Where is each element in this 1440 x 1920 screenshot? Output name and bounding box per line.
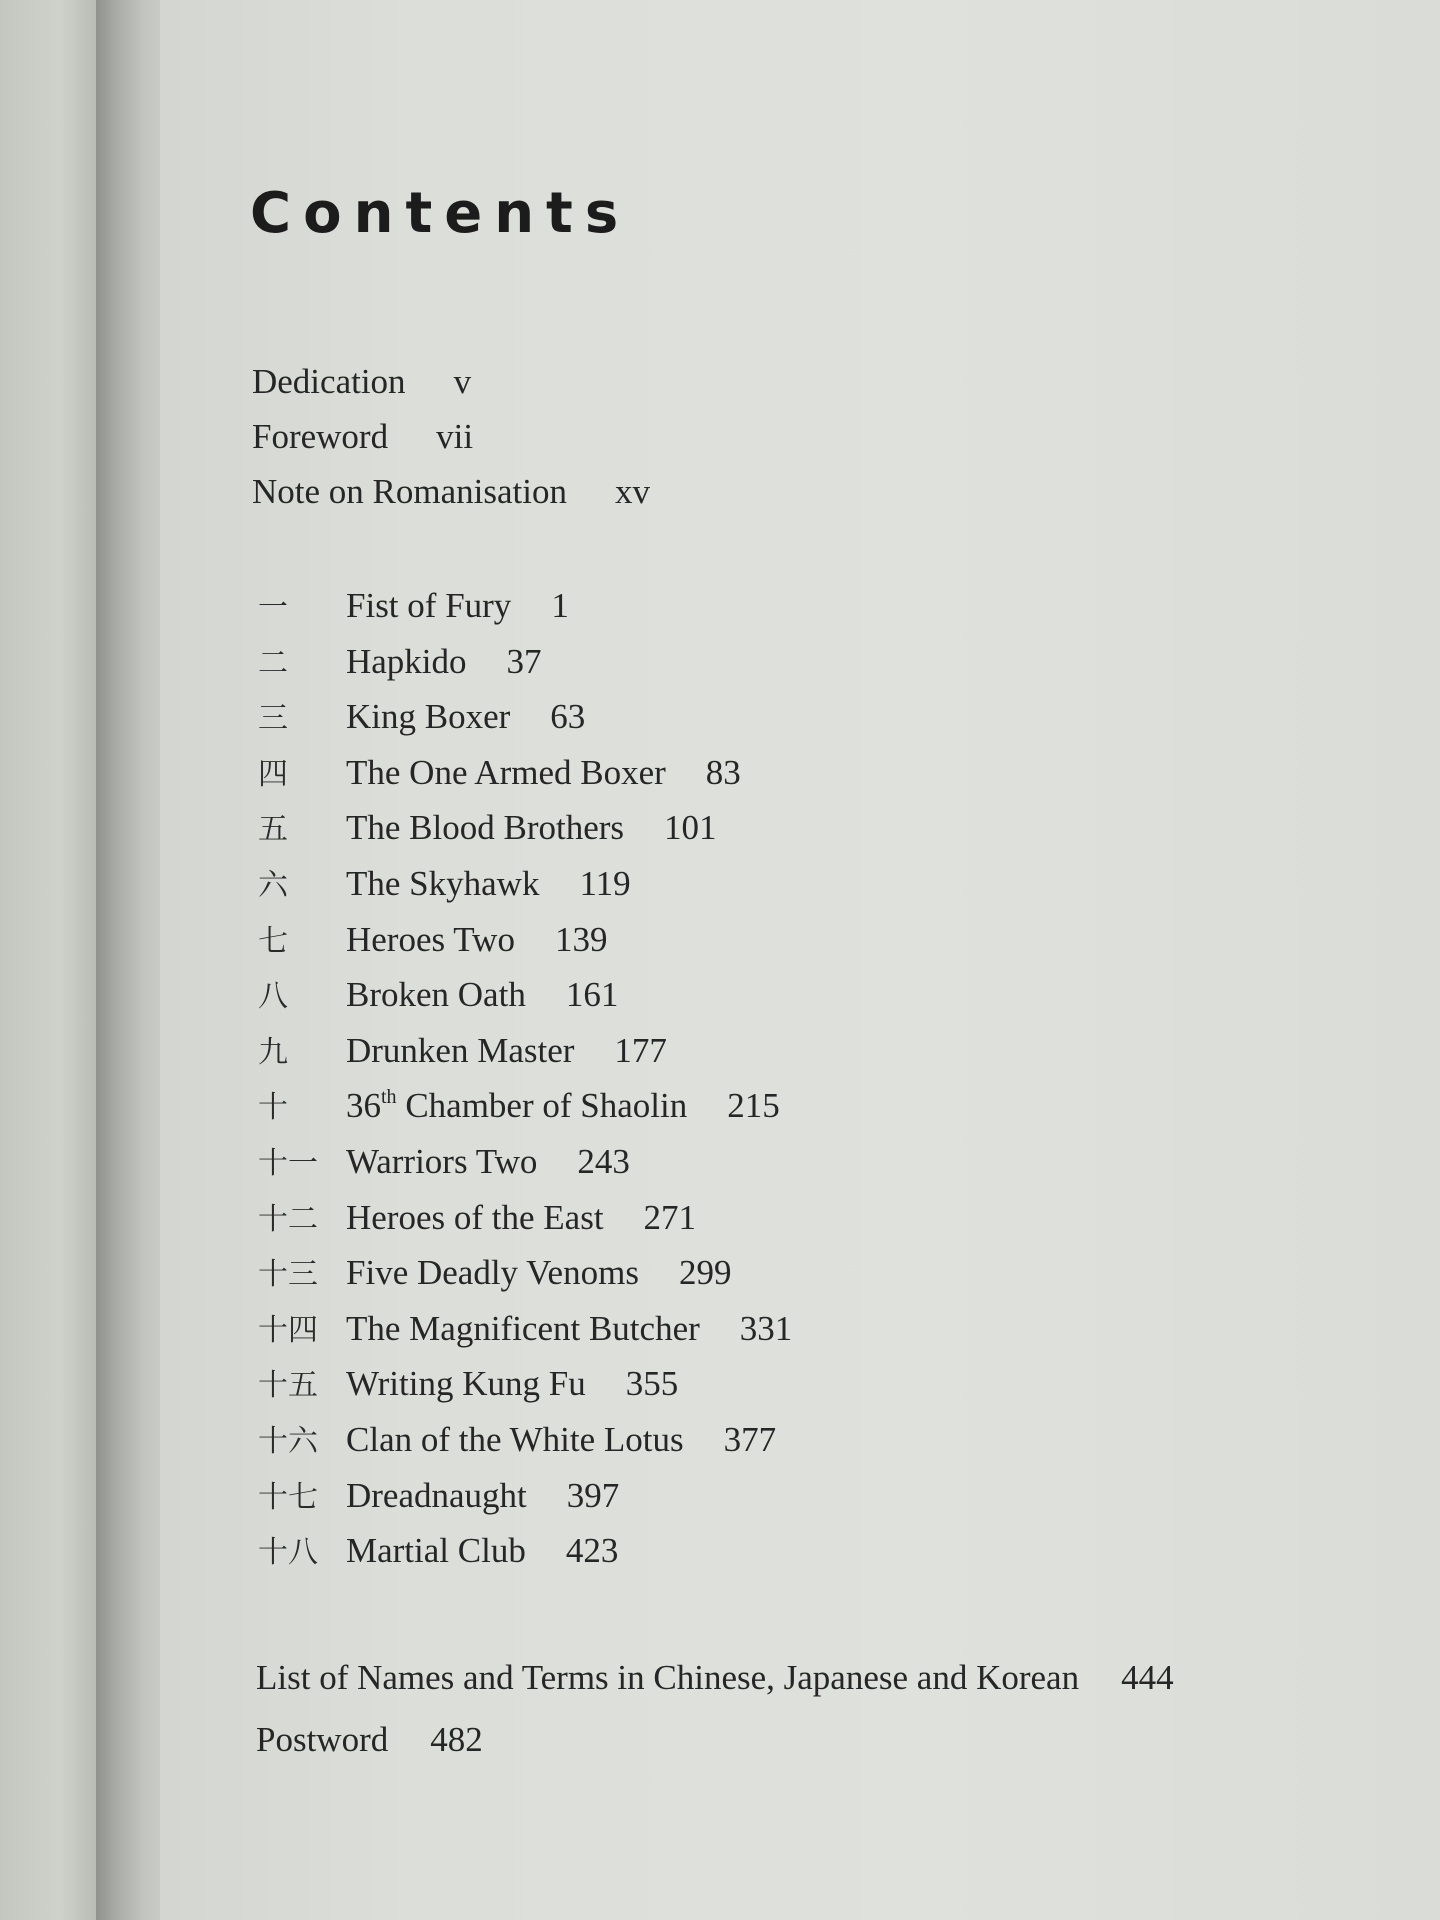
chapter-page: 161	[565, 975, 619, 1015]
chapter-entry	[258, 1308, 793, 1367]
chapter-entry	[258, 1533, 792, 1589]
chapter-number: 十二	[258, 1201, 318, 1237]
toc-entry-page: 482	[430, 1720, 483, 1759]
chapter-entry	[258, 1197, 792, 1256]
chapter-page: 1	[551, 586, 569, 625]
chapter-list	[258, 588, 792, 1589]
chapter-page: 377	[723, 1419, 777, 1459]
chapter-page: 139	[554, 919, 608, 959]
chapter-title: The One Armed Boxer	[346, 752, 666, 792]
chapter-title: Clan of the White Lotus	[346, 1419, 684, 1459]
chapter-page: 331	[739, 1308, 793, 1348]
toc-entry-postword	[256, 1722, 1174, 1784]
chapter-entry	[258, 863, 792, 922]
toc-entry-names-and-terms	[256, 1660, 1174, 1722]
chapter-number: 十七	[258, 1479, 318, 1515]
chapter-title: Heroes Two	[346, 919, 515, 959]
chapter-page: 63	[550, 697, 586, 737]
chapter-title: Martial Club	[346, 1531, 526, 1571]
chapter-entry	[258, 752, 792, 811]
chapter-entry	[258, 1255, 792, 1311]
chapter-title: The Skyhawk	[346, 863, 540, 903]
chapter-page: 101	[664, 808, 717, 848]
chapter-title: Hapkido	[346, 641, 467, 681]
chapter-entry	[258, 1475, 792, 1534]
chapter-page: 299	[678, 1253, 732, 1293]
back-matter-list	[256, 1660, 1174, 1784]
chapter-page: 215	[727, 1086, 780, 1126]
chapter-number: 一	[258, 590, 288, 625]
chapter-page: 271	[643, 1197, 697, 1237]
chapter-title-text: Chamber of Shaolin	[396, 1086, 688, 1126]
toc-entry-title: Dedication	[252, 362, 406, 401]
chapter-title	[346, 1086, 688, 1126]
chapter-number: 十四	[258, 1312, 318, 1348]
chapter-page: 119	[579, 863, 631, 903]
front-matter-list	[252, 364, 650, 529]
facing-page-edge	[0, 0, 100, 1920]
chapter-entry	[258, 919, 792, 978]
chapter-entry	[258, 699, 792, 755]
chapter-title: Dreadnaught	[346, 1475, 527, 1515]
chapter-title: Broken Oath	[346, 975, 526, 1015]
chapter-entry	[258, 977, 792, 1033]
chapter-title-ordinal: 36	[346, 1086, 381, 1126]
chapter-page: 423	[565, 1531, 619, 1571]
chapter-title: Five Deadly Venoms	[346, 1253, 639, 1293]
chapter-page: 243	[577, 1141, 630, 1181]
toc-entry-note-on-romanisation	[252, 474, 650, 529]
chapter-page: 83	[705, 752, 741, 792]
toc-entry-title: List of Names and Terms in Chinese, Japanese and Korean	[256, 1658, 1080, 1697]
chapter-title: Heroes of the East	[346, 1197, 604, 1237]
chapter-title: Writing Kung Fu	[346, 1364, 586, 1404]
chapter-entry	[258, 1366, 792, 1422]
chapter-title: The Blood Brothers	[346, 808, 625, 848]
page-title: Contents	[250, 181, 631, 246]
chapter-number: 六	[258, 867, 288, 903]
chapter-title: Warriors Two	[346, 1141, 538, 1181]
chapter-entry	[258, 1088, 792, 1144]
chapter-number: 七	[258, 923, 288, 959]
chapter-number: 二	[258, 645, 288, 681]
chapter-number: 九	[258, 1034, 288, 1070]
toc-entry-title: Foreword	[252, 417, 389, 456]
chapter-number: 五	[258, 812, 288, 848]
chapter-title: King Boxer	[346, 697, 511, 737]
chapter-page: 37	[506, 641, 542, 681]
chapter-title: Fist of Fury	[346, 586, 512, 625]
chapter-entry	[258, 1030, 792, 1089]
toc-entry-title: Note on Romanisation	[252, 472, 567, 511]
chapter-number: 十一	[258, 1145, 318, 1181]
chapter-number: 十六	[258, 1423, 318, 1459]
chapter-title: Drunken Master	[346, 1030, 575, 1070]
toc-entry-page: 444	[1121, 1658, 1174, 1697]
chapter-title-ordinal-suffix: th	[381, 1086, 397, 1109]
chapter-number: 八	[258, 979, 288, 1015]
toc-entry-title: Postword	[256, 1720, 389, 1759]
chapter-number: 三	[258, 701, 288, 737]
chapter-entry	[258, 1419, 792, 1478]
chapter-entry	[258, 810, 792, 866]
toc-entry-foreword	[252, 419, 650, 474]
toc-entry-page: vii	[436, 417, 474, 456]
chapter-page: 355	[625, 1364, 679, 1404]
chapter-title: The Magnificent Butcher	[346, 1308, 700, 1348]
toc-entry-page: v	[453, 362, 472, 401]
chapter-number: 十	[258, 1090, 288, 1126]
chapter-entry	[258, 588, 792, 644]
chapter-number: 四	[258, 756, 288, 792]
chapter-page: 177	[614, 1030, 667, 1070]
chapter-number: 十五	[258, 1368, 318, 1404]
toc-entry-page: xv	[614, 472, 650, 511]
chapter-number: 十三	[258, 1257, 318, 1293]
chapter-number: 十八	[258, 1535, 318, 1571]
toc-entry-dedication	[252, 364, 650, 419]
chapter-page: 397	[566, 1475, 620, 1515]
chapter-entry	[258, 641, 792, 700]
chapter-entry	[258, 1141, 792, 1200]
